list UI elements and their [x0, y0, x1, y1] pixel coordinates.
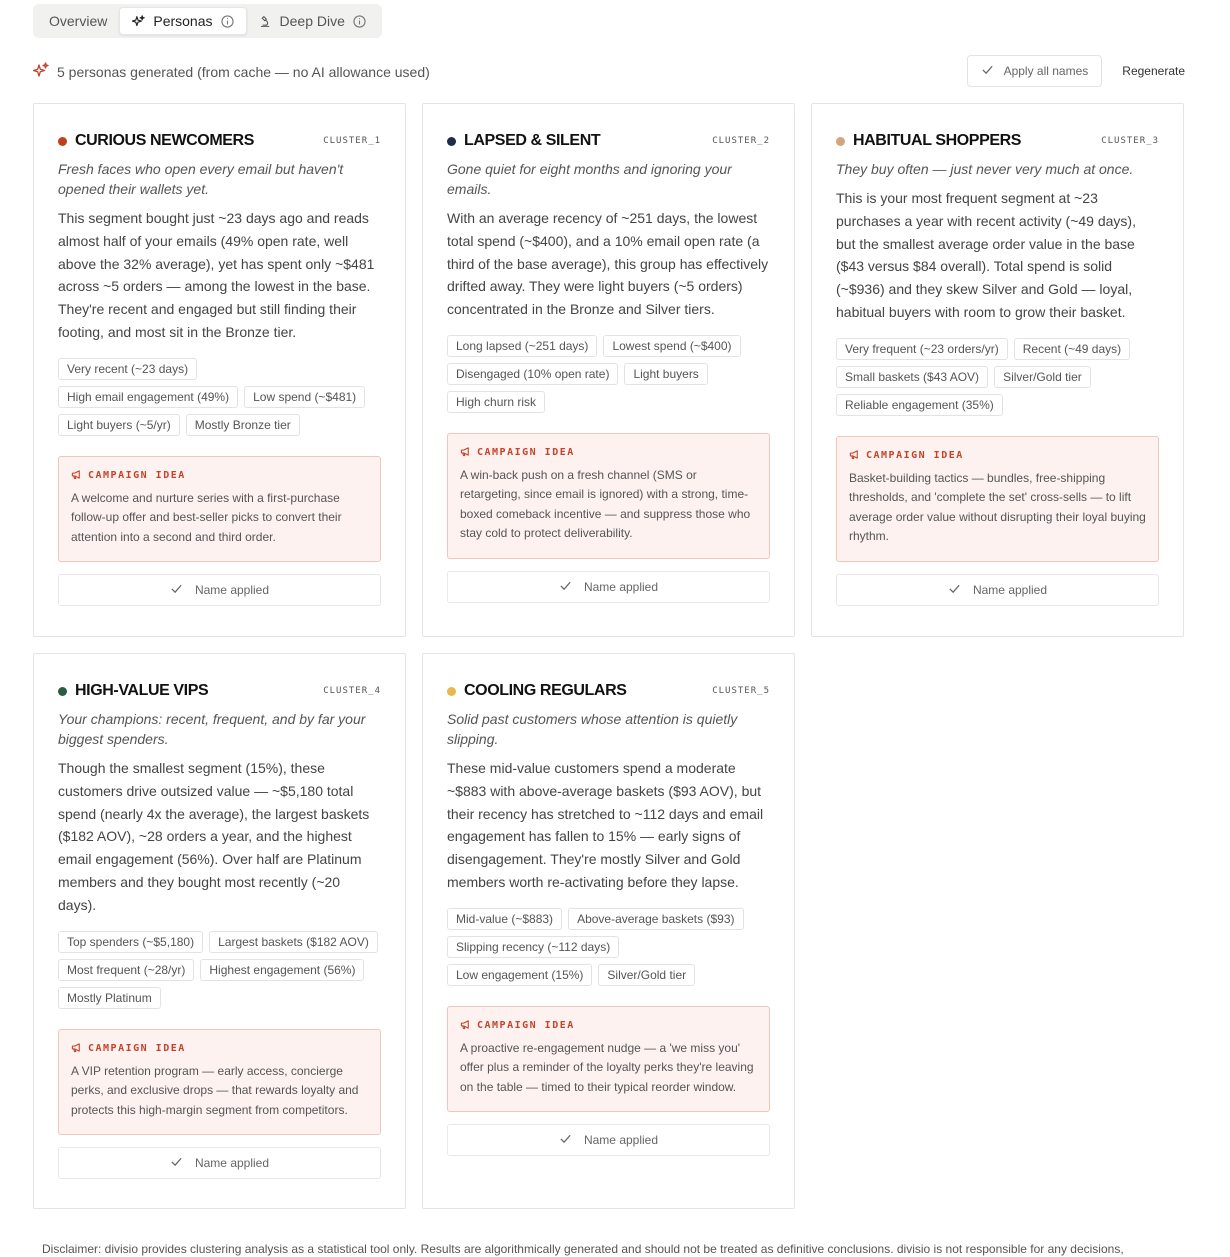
- tab-deep-dive[interactable]: [247, 7, 378, 35]
- campaign-idea-box: [58, 1029, 381, 1136]
- header-actions: [967, 55, 1185, 87]
- trait-chip: High email engagement (49%): [58, 386, 238, 408]
- trait-chips: [447, 335, 770, 413]
- trait-chip: Above-average baskets ($93): [568, 908, 743, 930]
- persona-description: These mid-value customers spend a moderate ~$883 with above-average baskets ($93 AOV), but their recency has stretched to ~112 days and email engagement has fallen to 15% — early signs of disengagement. They're mostly Silver and Gold members worth re-activating before they lapse.: [447, 760, 764, 890]
- cluster-color-dot: [447, 687, 456, 696]
- trait-chip: Low spend (~$481): [244, 386, 365, 408]
- trait-chip: Very frequent (~23 orders/yr): [836, 338, 1008, 360]
- cluster-id: CLUSTER_5: [712, 686, 770, 696]
- persona-name: HIGH-VALUE VIPS: [75, 682, 209, 699]
- cluster-color-dot: [58, 137, 67, 146]
- trait-chip: Silver/Gold tier: [598, 964, 695, 986]
- name-applied-label: Name applied: [583, 1133, 659, 1148]
- persona-name: LAPSED & SILENT: [464, 132, 601, 149]
- name-applied-button[interactable]: [447, 1124, 770, 1156]
- trait-chip: Highest engagement (56%): [200, 959, 364, 981]
- trait-chip: Very recent (~23 days): [58, 358, 197, 380]
- campaign-text: A win-back push on a fresh channel (SMS or retargeting, since email is ignored) with a strong, time-boxed comeback incentive — and suppress those who stay cold to protect deliverability.: [460, 467, 751, 541]
- trait-chip: Light buyers: [624, 363, 707, 385]
- trait-chip: Silver/Gold tier: [994, 366, 1091, 388]
- persona-name: HABITUAL SHOPPERS: [853, 132, 1022, 149]
- trait-chips: [58, 358, 381, 436]
- campaign-idea-box: [447, 1006, 770, 1113]
- trait-chips: [447, 908, 770, 986]
- persona-card: [811, 103, 1184, 637]
- check-icon: [981, 63, 994, 79]
- persona-card: [33, 653, 406, 1209]
- tab-label: Overview: [49, 13, 108, 29]
- campaign-label: CAMPAIGN IDEA: [477, 1020, 575, 1032]
- card-header: [58, 131, 381, 151]
- regenerate-button[interactable]: Regenerate: [1122, 64, 1185, 78]
- campaign-label-row: [460, 446, 757, 460]
- megaphone-icon: [71, 469, 82, 483]
- persona-card: [422, 103, 795, 637]
- campaign-text: A proactive re-engagement nudge — a 'we miss you' offer plus a reminder of the loyalty perks they're leaving on the table — timed to their typical reorder window.: [460, 1040, 754, 1094]
- tab-overview[interactable]: [37, 7, 119, 35]
- megaphone-icon: [71, 1042, 82, 1056]
- apply-all-names-button[interactable]: [967, 55, 1103, 87]
- trait-chip: Lowest spend (~$400): [603, 335, 740, 357]
- persona-name: COOLING REGULARS: [464, 682, 627, 699]
- campaign-idea-box: [836, 436, 1159, 562]
- check-icon: [170, 1155, 183, 1171]
- sparkles-icon: [33, 62, 49, 81]
- sparkles-icon: [132, 15, 145, 28]
- check-icon: [559, 1132, 572, 1148]
- check-icon: [559, 579, 572, 595]
- cluster-color-dot: [836, 137, 845, 146]
- tab-label: Deep Dive: [279, 13, 345, 29]
- persona-description: With an average recency of ~251 days, the lowest total spend (~$400), and a 10% email open rate (a third of the base average), this group has effectively drifted away. They were light buyers (~5 orders) concentrated in the Bronze and Silver tiers.: [447, 210, 769, 318]
- trait-chip: Most frequent (~28/yr): [58, 959, 194, 981]
- persona-tagline: Your champions: recent, frequent, and by far your biggest spenders.: [58, 711, 366, 747]
- tab-personas[interactable]: [119, 7, 246, 35]
- trait-chip: Small baskets ($43 AOV): [836, 366, 988, 388]
- trait-chip: Low engagement (15%): [447, 964, 592, 986]
- campaign-label-row: [849, 449, 1146, 463]
- view-tabs: [33, 4, 382, 38]
- trait-chips: [58, 931, 381, 1009]
- name-applied-label: Name applied: [194, 1156, 270, 1171]
- persona-description: This segment bought just ~23 days ago and reads almost half of your emails (49% open rate, well above the 32% average), yet has spent only ~$481 across ~5 orders — among the lowest in the base. They're recent and engaged but still finding their footing, and most sit in the Bronze tier.: [58, 210, 375, 340]
- disclaimer: Disclaimer: divisio provides clustering analysis as a statistical tool only. Results are algorithmically generated and should not be treated as definitive conclusions. divisio is not responsible for any decisions,: [42, 1242, 1124, 1256]
- card-title-wrap: [836, 132, 1021, 150]
- trait-chip: Top spenders (~$5,180): [58, 931, 203, 953]
- persona-tagline: They buy often — just never very much at once.: [836, 161, 1134, 177]
- cluster-id: CLUSTER_3: [1101, 136, 1159, 146]
- campaign-label-row: [71, 469, 368, 483]
- campaign-text: Basket-building tactics — bundles, free-shipping thresholds, and 'complete the set' cross-sells — to lift average order value without disrupting their loyal buying rhythm.: [849, 470, 1146, 544]
- trait-chip: Disengaged (10% open rate): [447, 363, 618, 385]
- megaphone-icon: [460, 1019, 471, 1033]
- campaign-text: A VIP retention program — early access, concierge perks, and exclusive drops — that rewards loyalty and protects this high-margin segment from competitors.: [71, 1063, 359, 1117]
- card-title-wrap: [447, 682, 627, 700]
- card-title-wrap: [58, 132, 254, 150]
- card-header: [836, 131, 1159, 151]
- persona-name: CURIOUS NEWCOMERS: [75, 132, 254, 149]
- persona-card: [33, 103, 406, 637]
- megaphone-icon: [460, 446, 471, 460]
- trait-chip: High churn risk: [447, 391, 545, 413]
- name-applied-label: Name applied: [194, 583, 270, 598]
- trait-chips: [836, 338, 1159, 416]
- trait-chip: Mostly Bronze tier: [186, 414, 300, 436]
- campaign-label: CAMPAIGN IDEA: [88, 1043, 186, 1055]
- cluster-id: CLUSTER_2: [712, 136, 770, 146]
- campaign-idea-box: [447, 433, 770, 559]
- name-applied-label: Name applied: [583, 579, 659, 594]
- trait-chip: Mostly Platinum: [58, 987, 161, 1009]
- status-line: [33, 62, 430, 81]
- tab-label: Personas: [153, 13, 213, 29]
- card-header: [447, 131, 770, 151]
- card-header: [58, 681, 381, 701]
- trait-chip: Mid-value (~$883): [447, 908, 562, 930]
- campaign-label-row: [460, 1019, 757, 1033]
- info-icon[interactable]: [221, 15, 234, 28]
- cluster-color-dot: [447, 137, 456, 146]
- campaign-label: CAMPAIGN IDEA: [866, 450, 964, 462]
- name-applied-button[interactable]: [58, 574, 381, 606]
- campaign-label: CAMPAIGN IDEA: [477, 447, 575, 459]
- persona-description: Though the smallest segment (15%), these customers drive outsized value — ~$5,180 total spend (nearly 4x the average), the largest baskets ($182 AOV), ~28 orders a year, and the highest email engagement (56%). Over half are Platinum members and they bought most recently (~20 days).: [58, 760, 370, 913]
- trait-chip: Light buyers (~5/yr): [58, 414, 180, 436]
- microscope-icon: [259, 15, 272, 28]
- campaign-idea-box: [58, 456, 381, 563]
- trait-chip: Largest baskets ($182 AOV): [209, 931, 378, 953]
- trait-chip: Recent (~49 days): [1014, 338, 1130, 360]
- campaign-label: CAMPAIGN IDEA: [88, 470, 186, 482]
- campaign-text: A welcome and nurture series with a first-purchase follow-up offer and best-seller picks to convert their attention into a second and third order.: [71, 490, 342, 544]
- trait-chip: Long lapsed (~251 days): [447, 335, 597, 357]
- name-applied-label: Name applied: [972, 582, 1048, 597]
- check-icon: [170, 582, 183, 598]
- status-text: 5 personas generated (from cache — no AI allowance used): [57, 63, 430, 80]
- persona-tagline: Gone quiet for eight months and ignoring your emails.: [447, 161, 732, 197]
- cluster-id: CLUSTER_4: [323, 686, 381, 696]
- name-applied-button[interactable]: [58, 1147, 381, 1179]
- persona-card: [422, 653, 795, 1209]
- trait-chip: Reliable engagement (35%): [836, 394, 1003, 416]
- campaign-label-row: [71, 1042, 368, 1056]
- name-applied-button[interactable]: [836, 574, 1159, 606]
- check-icon: [948, 582, 961, 598]
- persona-tagline: Fresh faces who open every email but haven't opened their wallets yet.: [58, 161, 344, 197]
- trait-chip: Slipping recency (~112 days): [447, 936, 619, 958]
- cluster-id: CLUSTER_1: [323, 136, 381, 146]
- info-icon[interactable]: [353, 15, 366, 28]
- card-header: [447, 681, 770, 701]
- apply-all-label: Apply all names: [1003, 64, 1089, 78]
- card-title-wrap: [58, 682, 208, 700]
- cluster-color-dot: [58, 687, 67, 696]
- card-title-wrap: [447, 132, 600, 150]
- persona-tagline: Solid past customers whose attention is quietly slipping.: [447, 711, 738, 747]
- persona-description: This is your most frequent segment at ~23 purchases a year with recent activity (~49 days), but the smallest average order value in the base ($43 versus $84 overall). Total spend is solid (~$936) and they skew Silver and Gold — loyal, habitual buyers with room to grow their basket.: [836, 190, 1136, 320]
- name-applied-button[interactable]: [447, 571, 770, 603]
- megaphone-icon: [849, 449, 860, 463]
